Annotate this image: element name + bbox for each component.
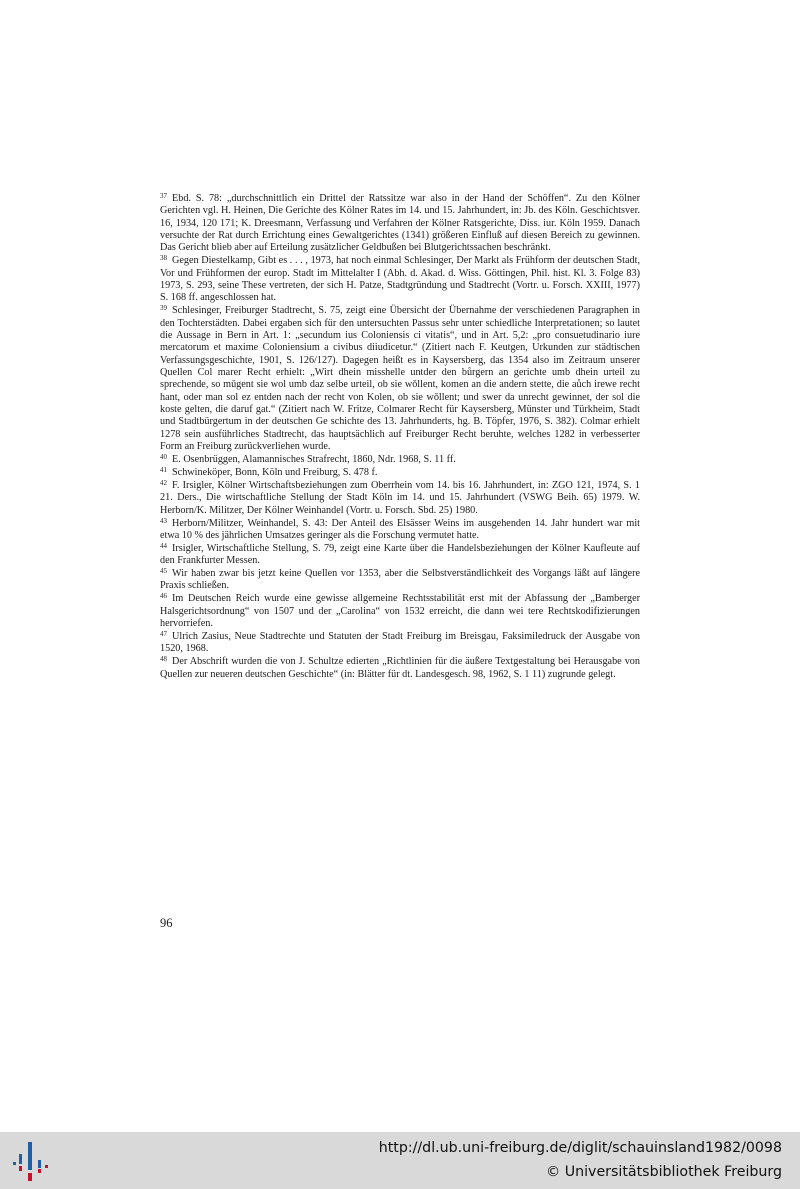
- footnote-number: 45: [160, 567, 167, 576]
- footnote-48: [160, 656, 640, 681]
- ub-freiburg-logo-icon: [12, 1140, 50, 1182]
- footnote-text: Schlesinger, Freiburger Stadtrecht, S. 75, zeigt eine Übersicht der Übernahme der verschiedenen Paragraphen in den Tochterstädten. Dabei ergaben sich für den untersuchten Passus sehr unter schiedliche Interpretationen; so lautet die Aussage in Bern in Art. 1: „secundum ius Coloniensis ci vitatis“, und in Art. 5,2: „pro consuetudinario iure mercatorum et maxime Coloniensium a civibus diiudicetur.“ (Zitiert nach F. Keutgen, Urkunden zur städtischen Verfassungsgeschichte, 1901, S. 126/127). Dagegen heißt es in Kaysersberg, das 1354 also im Zeitraum unserer Quellen Col marer Recht erhielt: „Wirt dhein misshelle untder den bůrgern an gerichte umb dhein urteil zu sprechende, so mǔgent sie wol umb daz selbe urteil, ob sie wǒllent, komen an die andern stette, die aůch irewe recht hant, oder man sol ez entden nach der recht von Kolen, ob sie wǒllent; und swer da unrecht gewinnet, der sol die koste gelten, die daruf gat.“ (Zitiert nach W. Fritze, Colmarer Recht für Kaysersberg, Münster und Türkheim, Stadt und Stadtbürgertum in der deutschen Ge schichte des 13. Jahrhunderts, hg. B. Töpfer, 1976, S. 382). Colmar erhielt 1278 sein ausführliches Stadtrecht, das hauptsächlich auf Freiburger Recht beruhte, welches 1282 in verbesserter Form an Freiburg zurückverliehen wurde.: [160, 305, 640, 453]
- footnote-number: 48: [160, 655, 167, 664]
- footnote-44: [160, 543, 640, 568]
- footnote-text: Ebd. S. 78: „durchschnittlich ein Drittel der Ratssitze war also in der Hand der Schöffen“. Zu den Kölner Gerichten vgl. H. Heinen, Die Gerichte des Kölner Rates im 14. und 15. Jahrhundert, in: Jb. des Köln. Geschichtsver. 16, 1934, 120 171; K. Dreesmann, Verfassung und Verfahren der Kölner Ratsgerichte, Diss. iur. Köln 1959. Danach versuchte der Rat durch Errichtung eines Gewaltgerichtes (1341) größeren Einfluß auf diesen Bereich zu gewinnen. Das Gericht blieb aber auf Erteilung zusätzlicher Geldbußen bei Blutgerichtssachen beschränkt.: [160, 193, 640, 254]
- page-number: 96: [160, 916, 173, 930]
- footnote-46: [160, 593, 640, 630]
- footnote-45: [160, 568, 640, 593]
- footnote-number: 38: [160, 254, 167, 263]
- footnote-number: 44: [160, 541, 167, 550]
- footnote-number: 37: [160, 192, 167, 200]
- footnote-39: [160, 305, 640, 453]
- footer-copyright: © Universitätsbibliothek Freiburg: [546, 1164, 782, 1180]
- footnote-text: Ulrich Zasius, Neue Stadtrechte und Statuten der Stadt Freiburg im Breisgau, Faksimiledruck der Ausgabe von 1520, 1968.: [160, 630, 640, 655]
- footnotes-section: [160, 193, 640, 681]
- footnote-number: 40: [160, 453, 167, 461]
- footnote-42: [160, 480, 640, 517]
- library-footer-bar: [0, 1132, 800, 1189]
- footnote-number: 41: [160, 465, 167, 474]
- footnote-41: [160, 467, 640, 479]
- footnote-text: Wir haben zwar bis jetzt keine Quellen vor 1353, aber die Selbstverständlichkeit des Vorgangs läßt auf längere Praxis schließen.: [160, 568, 640, 592]
- footnote-number: 47: [160, 629, 167, 638]
- footnote-38: [160, 255, 640, 304]
- footnote-text: F. Irsigler, Kölner Wirtschaftsbeziehungen zum Oberrhein vom 14. bis 16. Jahrhundert, in: ZGO 121, 1974, S. 1 21. Ders., Die wirtschaftliche Stellung der Stadt Köln im 14. und 15. Jahrhundert (VSWG Beih. 65) 1979. W. Herborn/K. Militzer, Der Kölner Weinhandel (Vortr. u. Forsch. Sbd. 25) 1980.: [160, 479, 640, 516]
- footnote-text: Gegen Diestelkamp, Gibt es . . . , 1973, hat noch einmal Schlesinger, Der Markt als Frühform der deutschen Stadt, Vor und Frühformen der europ. Stadt im Mittelalter I (Abh. d. Akad. d. Wiss. Göttingen, Phil. hist. Kl. 3. Folge 83) 1973, S. 293, seine These vertreten, der sich H. Patze, Stadtgründung und Stadtrecht (Vortr. u. Forsch. XXIII, 1977) S. 168 ff. angeschlossen hat.: [160, 255, 640, 304]
- footnote-37: [160, 193, 640, 255]
- footnote-43: [160, 518, 640, 543]
- footnote-number: 39: [160, 304, 167, 313]
- footnote-text: Irsigler, Wirtschaftliche Stellung, S. 79, zeigt eine Karte über die Handelsbeziehungen der Kölner Kaufleute auf den Frankfurter Messen.: [160, 542, 640, 567]
- footnote-text: Der Abschrift wurden die von J. Schultze edierten „Richtlinien für die äußere Textgestaltung bei Herausgabe von Quellen zur neueren deutschen Geschichte“ (in: Blätter für dt. Landesgesch. 98, 1962, S. 1 11) zugrunde gelegt.: [160, 656, 640, 680]
- footnote-number: 43: [160, 516, 167, 525]
- footnote-47: [160, 631, 640, 656]
- footnote-text: Schwineköper, Bonn, Köln und Freiburg, S. 478 f.: [172, 466, 378, 478]
- footnote-text: Im Deutschen Reich wurde eine gewisse allgemeine Rechtsstabilität erst mit der Abfassung der „Bamberger Halsgerichtsordnung“ von 1507 und der „Carolina“ von 1532 erreicht, die dann wei tere Rechtskodifizierungen hervorriefen.: [160, 593, 640, 630]
- footnote-text: E. Osenbrüggen, Alamannisches Strafrecht, 1860, Ndr. 1968, S. 11 ff.: [172, 454, 456, 465]
- footnote-40: [160, 454, 640, 466]
- footnote-number: 46: [160, 592, 167, 601]
- footnote-text: Herborn/Militzer, Weinhandel, S. 43: Der Anteil des Elsässer Weins im ausgehenden 14. Jahr hundert war mit etwa 10 % des jährlichen Umsatzes geringer als die Forschung vermutet hatte.: [160, 517, 640, 541]
- footer-url: http://dl.ub.uni-freiburg.de/diglit/schauinsland1982/0098: [378, 1140, 782, 1156]
- footnote-number: 42: [160, 478, 167, 487]
